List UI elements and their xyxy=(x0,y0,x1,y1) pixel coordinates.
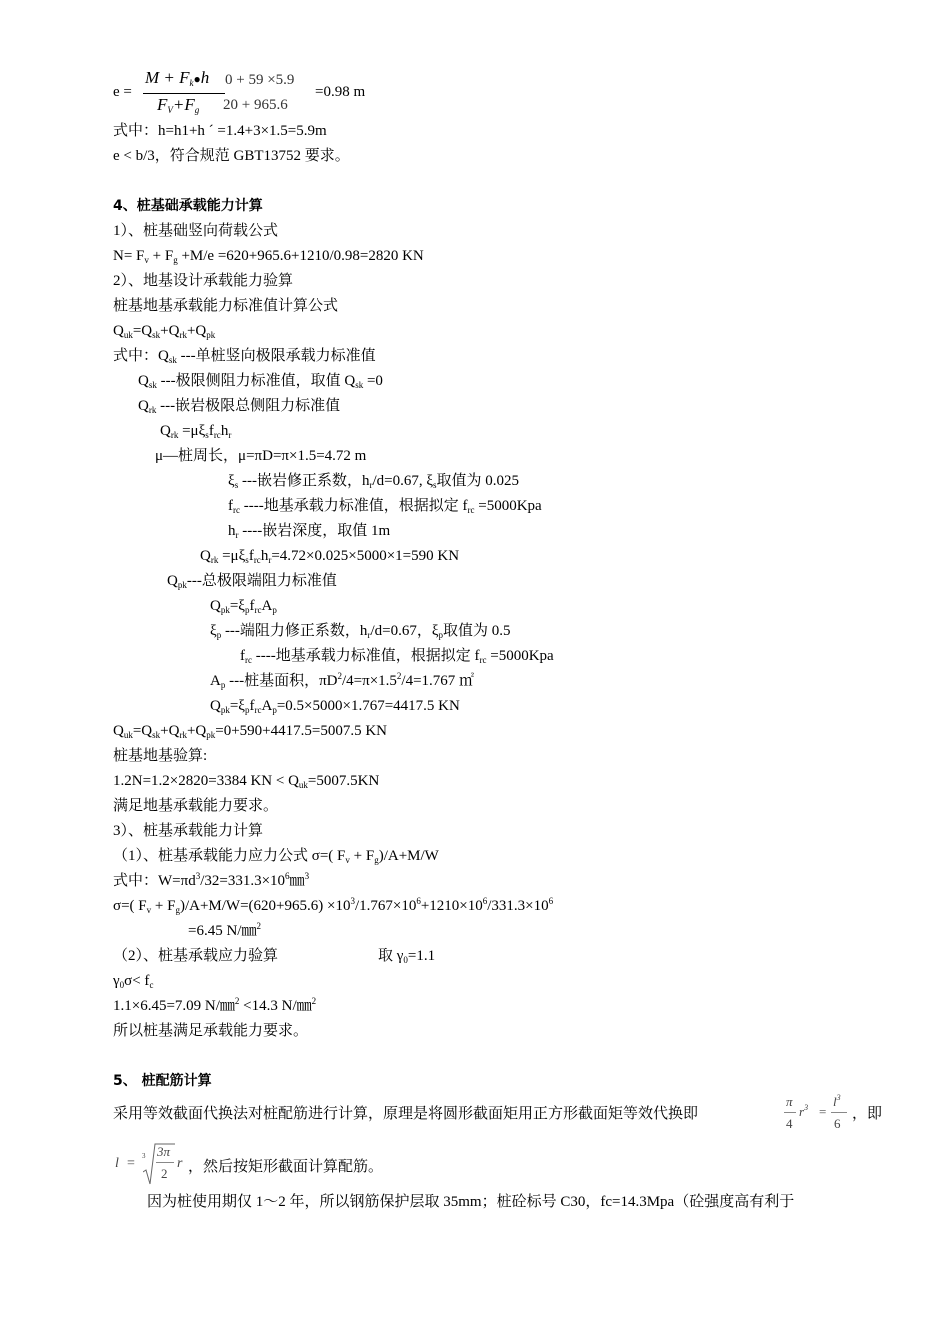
s5-f2-root-index: 3 xyxy=(142,1152,146,1160)
def-qsk: $Q_{sk}$ ---极限侧阻力标准值，取值 $Q_{sk} =0$ xyxy=(138,373,383,390)
def-quk: 式中：$Q_{sk}$ ---单桩竖向极限承载力标准值 xyxy=(113,348,376,365)
qrk-calc: $Q_{rk} =\mu\xi_sf_{rc}h_r=4.72\times 0.025\times 5000\times 1=590$ KN xyxy=(200,548,460,565)
check-ok: 满足地基承载能力要求。 xyxy=(113,798,279,814)
section5-heading: 5、 桩配筋计算 xyxy=(113,1073,212,1089)
s3-cond: $\gamma_0\sigma< f_c$ xyxy=(113,973,154,990)
e-prefix: e = xyxy=(113,84,132,100)
s5-f2-eq: = xyxy=(127,1156,135,1171)
e-num-k: k xyxy=(189,78,194,88)
s3-sigma-result: =6.45 N/㎜$^2$ xyxy=(188,921,261,939)
qpk-formula: $Q_{pk}=\xi_pf_{rc}A_p$ xyxy=(210,598,277,615)
s5-f1-num1: π xyxy=(786,1094,793,1109)
check-calc: 1.2N=1.2×2820=3384 KN < $Q_{uk}=5007.5KN$ xyxy=(113,773,380,790)
mu-def: μ—桩周长，μ=πD=π×1.5=4.72 m xyxy=(155,448,367,464)
s3-calc: 1.1×6.45=7.09 N/㎜$^2$ <14.3 N/㎜$^2$ xyxy=(113,996,317,1014)
quk-calc: $Q_{uk}=Q_{sk}+Q_{rk}+Q_{pk}=0+590+4417.5=5007.5$ KN xyxy=(113,723,388,740)
s5-f1-eq: = xyxy=(819,1104,827,1119)
e-den-v: V xyxy=(167,105,173,115)
hr-def: $h_r$ ----嵌岩深度，取值 1m xyxy=(228,523,391,540)
s1-title: 1）、桩基础竖向荷载公式 xyxy=(113,223,279,239)
s5-f2-r: r xyxy=(177,1156,183,1171)
e-den-f: F xyxy=(157,95,168,114)
e-num-dot: ● xyxy=(193,72,201,86)
e-num-tail: 0 + 59 ×5.9 xyxy=(225,72,295,88)
s5-f2-l: l xyxy=(115,1156,119,1171)
s5-p1-tail: ，即 xyxy=(852,1106,883,1122)
s5-f2 xyxy=(113,1142,193,1190)
s5-f2-num: 3π xyxy=(157,1144,171,1159)
e-num-h: h xyxy=(200,68,210,87)
qpk-calc: $Q_{pk}=\xi_pf_{rc}A_p=0.5\times 5000\times 1.767=4417.5$ KN xyxy=(210,698,460,715)
section4-heading: 4、桩基础承载能力计算 xyxy=(113,198,263,214)
e-result: =0.98 m xyxy=(315,84,366,100)
xip-def: $\xi_p$ ---端阻力修正系数，$h_r/d=0.67$，$\xi_p$取值为 0.5 xyxy=(210,623,511,640)
s5-p2-tail: ，然后按矩形截面计算配筋。 xyxy=(188,1159,384,1175)
s2-title: 2）、地基设计承载能力验算 xyxy=(113,273,294,289)
quk-formula: $Q_{uk}=Q_{sk}+Q_{rk}+Q_{pk}$ xyxy=(113,323,216,340)
s2-intro: 桩基地基承载能力标准值计算公式 xyxy=(113,298,339,314)
s5-f1 xyxy=(782,1094,852,1140)
note-h: 式中：h=h1+h ´ =1.4+3×1.5=5.9m xyxy=(113,123,327,139)
frc-def-2: $f_{rc}$ ----地基承载力标准值，根据拟定 $f_{rc} =5000Kpa$ xyxy=(240,648,554,665)
s5-f1-r: $r^3$ xyxy=(799,1103,809,1119)
e-fraction xyxy=(143,68,313,118)
e-fraction-bar xyxy=(143,93,225,94)
s5-p1: 采用等效截面代换法对桩配筋进行计算，原理是将圆形截面矩用正方形截面矩等效代换即 xyxy=(113,1106,699,1122)
ap-def: $A_p$ ---桩基面积，$\pi D^2/4=\pi\times 1.5^2/4=1.767$ ㎡ xyxy=(210,671,475,690)
s3-1: （1）、桩基承载能力应力公式 σ=( $F_v + F_g)/A+M/W$ xyxy=(113,848,439,865)
s5-f1-den2: 6 xyxy=(834,1116,841,1131)
s3-w: 式中：$W=\pi d^3/32=331.3\times 10^6㎜^3$ xyxy=(113,871,310,889)
check-title: 桩基地基验算: xyxy=(113,748,208,764)
e-den-tail: 20 + 965.6 xyxy=(223,97,288,113)
xis-def: $\xi_s$ ---嵌岩修正系数，$h_r/d=0.67$, $\xi_s$取值为 0.025 xyxy=(228,473,520,490)
e-num-m: M + F xyxy=(145,68,190,87)
s3-title: 3）、桩基承载能力计算 xyxy=(113,823,264,839)
s5-f1-den1: 4 xyxy=(786,1116,793,1131)
qpk-def: $Q_{pk}---$总极限端阻力标准值 xyxy=(167,573,337,590)
qrk-formula: $Q_{rk} =\mu\xi_sf_{rc}h_r$ xyxy=(160,423,232,440)
s3-2-title: （2）、桩基承载应力验算 xyxy=(113,948,279,964)
s1-formula: $N= F_v + F_g +M/e =620+965.6+1210/0.98=2820$ KN xyxy=(113,248,424,265)
note-e-check: e < b/3，符合规范 GBT13752 要求。 xyxy=(113,148,350,164)
s5-f1-num2: $l^3$ xyxy=(833,1093,841,1109)
s3-ok: 所以桩基满足承载能力要求。 xyxy=(113,1023,309,1039)
s3-2-gamma: 取 $\gamma_0=1.1$ xyxy=(378,948,436,965)
e-den-g: g xyxy=(194,105,200,115)
frc-def: $f_{rc}$ ----地基承载力标准值，根据拟定 $f_{rc} =5000Kpa$ xyxy=(228,498,542,515)
def-qrk: $Q_{rk}$ ---嵌岩极限总侧阻力标准值 xyxy=(138,398,341,415)
e-den-plus: +F xyxy=(172,95,195,114)
s5-p3: 因为桩使用期仅 1～2 年，所以钢筋保护层取 35mm；桩砼标号 C30，fc=14.3Mpa（砼强度高有利于 xyxy=(147,1194,795,1210)
s5-f2-den: 2 xyxy=(161,1166,168,1181)
s3-sigma: σ=( $F_v + F_g)/A+M/W=(620+965.6) \times 10^3/1.767\times 10^6+1210\times 10^6/331.3\times 10^6$ xyxy=(113,896,554,915)
